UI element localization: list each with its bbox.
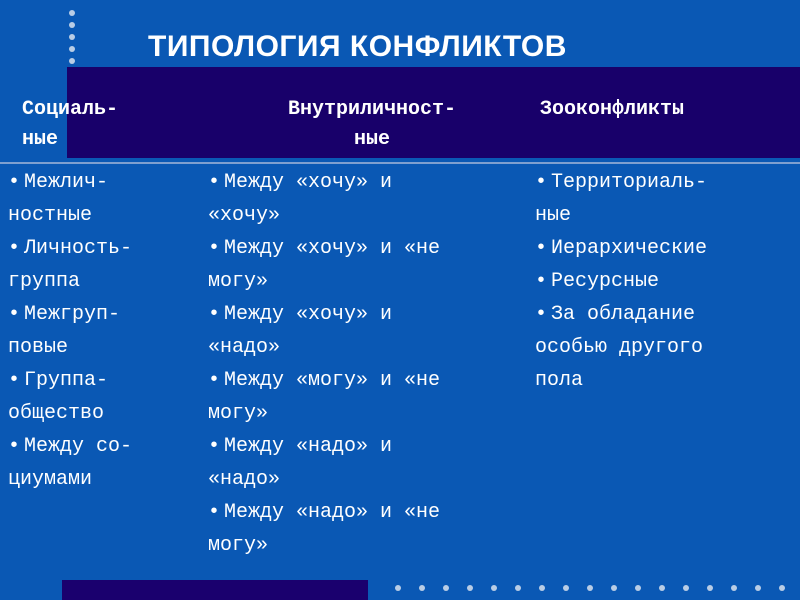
page-title: ТИПОЛОГИЯ КОНФЛИКТОВ: [148, 30, 567, 63]
column-header-zoo-text: Зооконфликты: [540, 98, 685, 121]
table-header-row: [0, 67, 800, 158]
decor-dot: [69, 10, 75, 16]
decor-dot: [69, 58, 75, 64]
decor-dot: [69, 46, 75, 52]
list-item: [8, 232, 198, 298]
list-item-text: Между «могу» и «не могу»: [208, 369, 441, 425]
list-item: [535, 298, 793, 397]
list-item-text: За обладание особью другого пола: [535, 303, 704, 392]
list-item: [535, 232, 793, 265]
column-header-social: [22, 95, 207, 155]
bullet-icon: •: [8, 369, 21, 392]
list-item-text: Межгруп- повые: [8, 303, 121, 359]
list-item-text: Между «хочу» и «хочу»: [208, 171, 393, 227]
list-item-text: Между со- циумами: [8, 435, 133, 491]
header-separator: [0, 162, 800, 164]
bullet-icon: •: [535, 270, 548, 293]
list-item-text: Межлич- ностные: [8, 171, 109, 227]
bullet-icon: •: [535, 237, 548, 260]
bullet-icon: •: [208, 237, 221, 260]
bullet-icon: •: [8, 435, 21, 458]
bullet-icon: •: [535, 171, 548, 194]
list-item-text: Между «хочу» и «надо»: [208, 303, 393, 359]
list-item-text: Территориаль- ные: [535, 171, 708, 227]
list-item: [8, 166, 198, 232]
table-body-row: [0, 166, 800, 586]
bullet-icon: •: [535, 303, 548, 326]
decor-dot: [69, 34, 75, 40]
list-item-text: Между «надо» и «не могу»: [208, 501, 441, 557]
column-header-intrapersonal: [232, 95, 512, 155]
bullet-icon: •: [208, 369, 221, 392]
top-decorative-dots: [67, 10, 77, 60]
list-item: [208, 430, 520, 496]
column-intrapersonal: [208, 166, 520, 562]
column-header-social-text: Социаль- ные: [22, 98, 119, 151]
list-item: [208, 364, 520, 430]
list-item: [535, 166, 793, 232]
bullet-icon: •: [8, 171, 21, 194]
list-item: [208, 496, 520, 562]
list-item: [8, 298, 198, 364]
bullet-icon: •: [8, 237, 21, 260]
column-social: [8, 166, 198, 496]
list-item: [208, 232, 520, 298]
bullet-icon: •: [208, 303, 221, 326]
bullet-icon: •: [208, 435, 221, 458]
decor-dot: [69, 22, 75, 28]
list-item: [208, 298, 520, 364]
bullet-icon: •: [208, 171, 221, 194]
bullet-icon: •: [8, 303, 21, 326]
list-item: [208, 166, 520, 232]
list-item-text: Между «хочу» и «не могу»: [208, 237, 441, 293]
list-item-text: Иерархические: [551, 237, 708, 260]
list-item-text: Между «надо» и «надо»: [208, 435, 393, 491]
list-item-text: Личность- группа: [8, 237, 133, 293]
column-header-intrapersonal-text: Внутриличност- ные: [287, 98, 457, 151]
bottom-decorative-dots: [395, 585, 795, 595]
list-item: [535, 265, 793, 298]
list-item-text: Ресурсные: [551, 270, 660, 293]
column-header-zoo: [540, 95, 790, 125]
list-item-text: Группа- общество: [8, 369, 109, 425]
list-item: [8, 430, 198, 496]
column-zoo: [535, 166, 793, 397]
list-item: [8, 364, 198, 430]
bullet-icon: •: [208, 501, 221, 524]
